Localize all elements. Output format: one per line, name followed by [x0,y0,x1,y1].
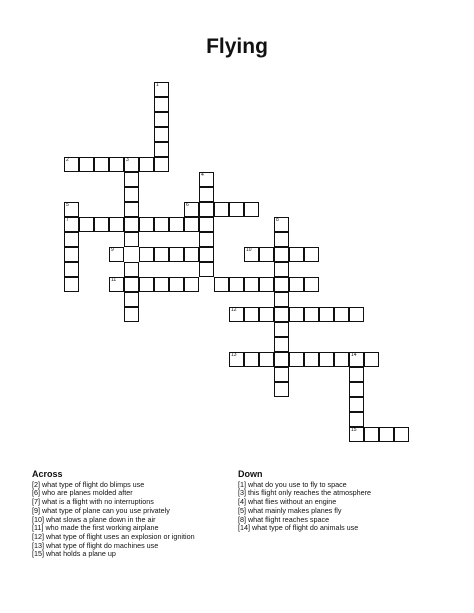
grid-cell[interactable] [259,352,274,367]
grid-cell[interactable] [229,202,244,217]
grid-cell[interactable] [154,217,169,232]
across-heading: Across [32,469,63,479]
grid-cell[interactable] [109,217,124,232]
grid-cell[interactable] [124,292,139,307]
grid-cell[interactable] [199,202,214,217]
grid-cell[interactable] [394,427,409,442]
down-clue: [1] what do you use to fly to space [238,479,347,489]
grid-cell[interactable] [124,262,139,277]
grid-cell[interactable] [154,82,169,97]
cell-number: 11 [111,277,117,283]
grid-cell[interactable] [274,352,289,367]
grid-cell[interactable] [154,127,169,142]
grid-cell[interactable] [274,232,289,247]
grid-cell[interactable] [124,187,139,202]
grid-cell[interactable] [274,262,289,277]
puzzle-title: Flying [206,35,268,58]
cell-number: 8 [276,217,279,223]
grid-cell[interactable] [289,277,304,292]
grid-cell[interactable] [154,97,169,112]
grid-cell[interactable] [154,247,169,262]
grid-cell[interactable] [199,187,214,202]
cell-number: 12 [231,307,237,313]
grid-cell[interactable] [64,277,79,292]
grid-cell[interactable] [274,277,289,292]
grid-cell[interactable] [109,157,124,172]
grid-cell[interactable] [304,277,319,292]
grid-cell[interactable] [184,202,199,217]
grid-cell[interactable] [319,352,334,367]
grid-cell[interactable] [154,112,169,127]
grid-cell[interactable] [274,382,289,397]
grid-cell[interactable] [184,217,199,232]
grid-cell[interactable] [229,307,244,322]
grid-cell[interactable] [244,247,259,262]
grid-cell[interactable] [184,277,199,292]
grid-cell[interactable] [304,247,319,262]
grid-cell[interactable] [139,277,154,292]
grid-cell[interactable] [274,337,289,352]
grid-cell[interactable] [199,172,214,187]
grid-cell[interactable] [259,277,274,292]
grid-cell[interactable] [124,202,139,217]
across-clue: [7] what is a flight with no interruptions [32,497,154,507]
grid-cell[interactable] [214,202,229,217]
grid-cell[interactable] [184,247,199,262]
grid-cell[interactable] [214,277,229,292]
grid-cell[interactable] [349,367,364,382]
grid-cell[interactable] [349,397,364,412]
grid-cell[interactable] [124,172,139,187]
grid-cell[interactable] [64,232,79,247]
grid-cell[interactable] [199,232,214,247]
grid-cell[interactable] [379,427,394,442]
grid-cell[interactable] [244,202,259,217]
grid-cell[interactable] [169,217,184,232]
across-clue: [13] what type of flight do machines use [32,540,159,550]
grid-cell[interactable] [79,157,94,172]
down-clue: [14] what type of flight do animals use [238,523,359,533]
cell-number: 7 [66,217,69,223]
grid-cell[interactable] [289,247,304,262]
grid-cell[interactable] [349,427,364,442]
cell-number: 6 [186,202,189,208]
grid-cell[interactable] [79,217,94,232]
cell-number: 5 [66,202,69,208]
grid-cell[interactable] [229,352,244,367]
grid-cell[interactable] [94,217,109,232]
grid-cell[interactable] [244,277,259,292]
grid-cell[interactable] [334,352,349,367]
cell-number: 2 [66,157,69,163]
grid-cell[interactable] [199,262,214,277]
grid-cell[interactable] [274,307,289,322]
grid-cell[interactable] [199,217,214,232]
grid-cell[interactable] [349,352,364,367]
grid-cell[interactable] [364,427,379,442]
grid-cell[interactable] [64,202,79,217]
cell-number: 15 [351,427,357,433]
grid-cell[interactable] [349,307,364,322]
grid-cell[interactable] [124,277,139,292]
cell-number: 10 [246,247,252,253]
grid-cell[interactable] [139,157,154,172]
down-clue: [3] this flight only reaches the atmosphere [238,488,372,498]
grid-cell[interactable] [109,277,124,292]
across-clue: [2] what type of flight do blimps use [32,479,145,489]
grid-cell[interactable] [199,247,214,262]
grid-cell[interactable] [289,352,304,367]
grid-cell[interactable] [139,247,154,262]
across-clue: [6] who are planes molded after [32,488,133,498]
grid-cell[interactable] [124,232,139,247]
grid-cell[interactable] [124,157,139,172]
across-clue: [15] what holds a plane up [32,549,116,559]
grid-cell[interactable] [109,247,124,262]
grid-cell[interactable] [124,307,139,322]
across-clue: [10] what slows a plane down in the air [32,514,156,524]
across-clues [32,470,232,559]
grid-cell[interactable] [259,247,274,262]
grid-cell[interactable] [244,307,259,322]
grid-cell[interactable] [64,262,79,277]
grid-cell[interactable] [169,277,184,292]
grid-cell[interactable] [274,322,289,337]
grid-cell[interactable] [364,352,379,367]
cell-number: 1 [156,82,159,88]
grid-cell[interactable] [259,307,274,322]
grid-cell[interactable] [139,217,154,232]
down-heading: Down [238,469,263,479]
grid-cell[interactable] [154,157,169,172]
across-clue: [11] who made the first working airplane [32,523,159,533]
grid-cell[interactable] [154,277,169,292]
grid-cell[interactable] [124,217,139,232]
grid-cell[interactable] [244,352,259,367]
grid-cell[interactable] [349,382,364,397]
down-clues [238,470,448,533]
grid-cell[interactable] [349,412,364,427]
down-clue: [5] what mainly makes planes fly [238,505,342,515]
cell-number: 9 [111,247,114,253]
down-clue: [8] what flight reaches space [238,514,330,524]
grid-cell[interactable] [274,367,289,382]
grid-cell[interactable] [289,307,304,322]
grid-cell[interactable] [319,307,334,322]
grid-cell[interactable] [274,247,289,262]
grid-cell[interactable] [304,307,319,322]
cell-number: 3 [126,157,129,163]
grid-cell[interactable] [94,157,109,172]
grid-cell[interactable] [64,247,79,262]
grid-cell[interactable] [304,352,319,367]
across-clue: [9] what type of plane can you use privately [32,505,170,515]
grid-cell[interactable] [274,217,289,232]
down-clue: [4] what flies without an engine [238,497,337,507]
grid-cell[interactable] [229,277,244,292]
across-clue: [12] what type of flight uses an explosion or ignition [32,531,195,541]
grid-cell[interactable] [64,217,79,232]
grid-cell[interactable] [169,247,184,262]
cell-number: 14 [351,352,357,358]
grid-cell[interactable] [64,157,79,172]
cell-number: 4 [201,172,204,178]
grid-cell[interactable] [334,307,349,322]
cell-number: 13 [231,352,237,358]
grid-cell[interactable] [274,292,289,307]
grid-cell[interactable] [154,142,169,157]
